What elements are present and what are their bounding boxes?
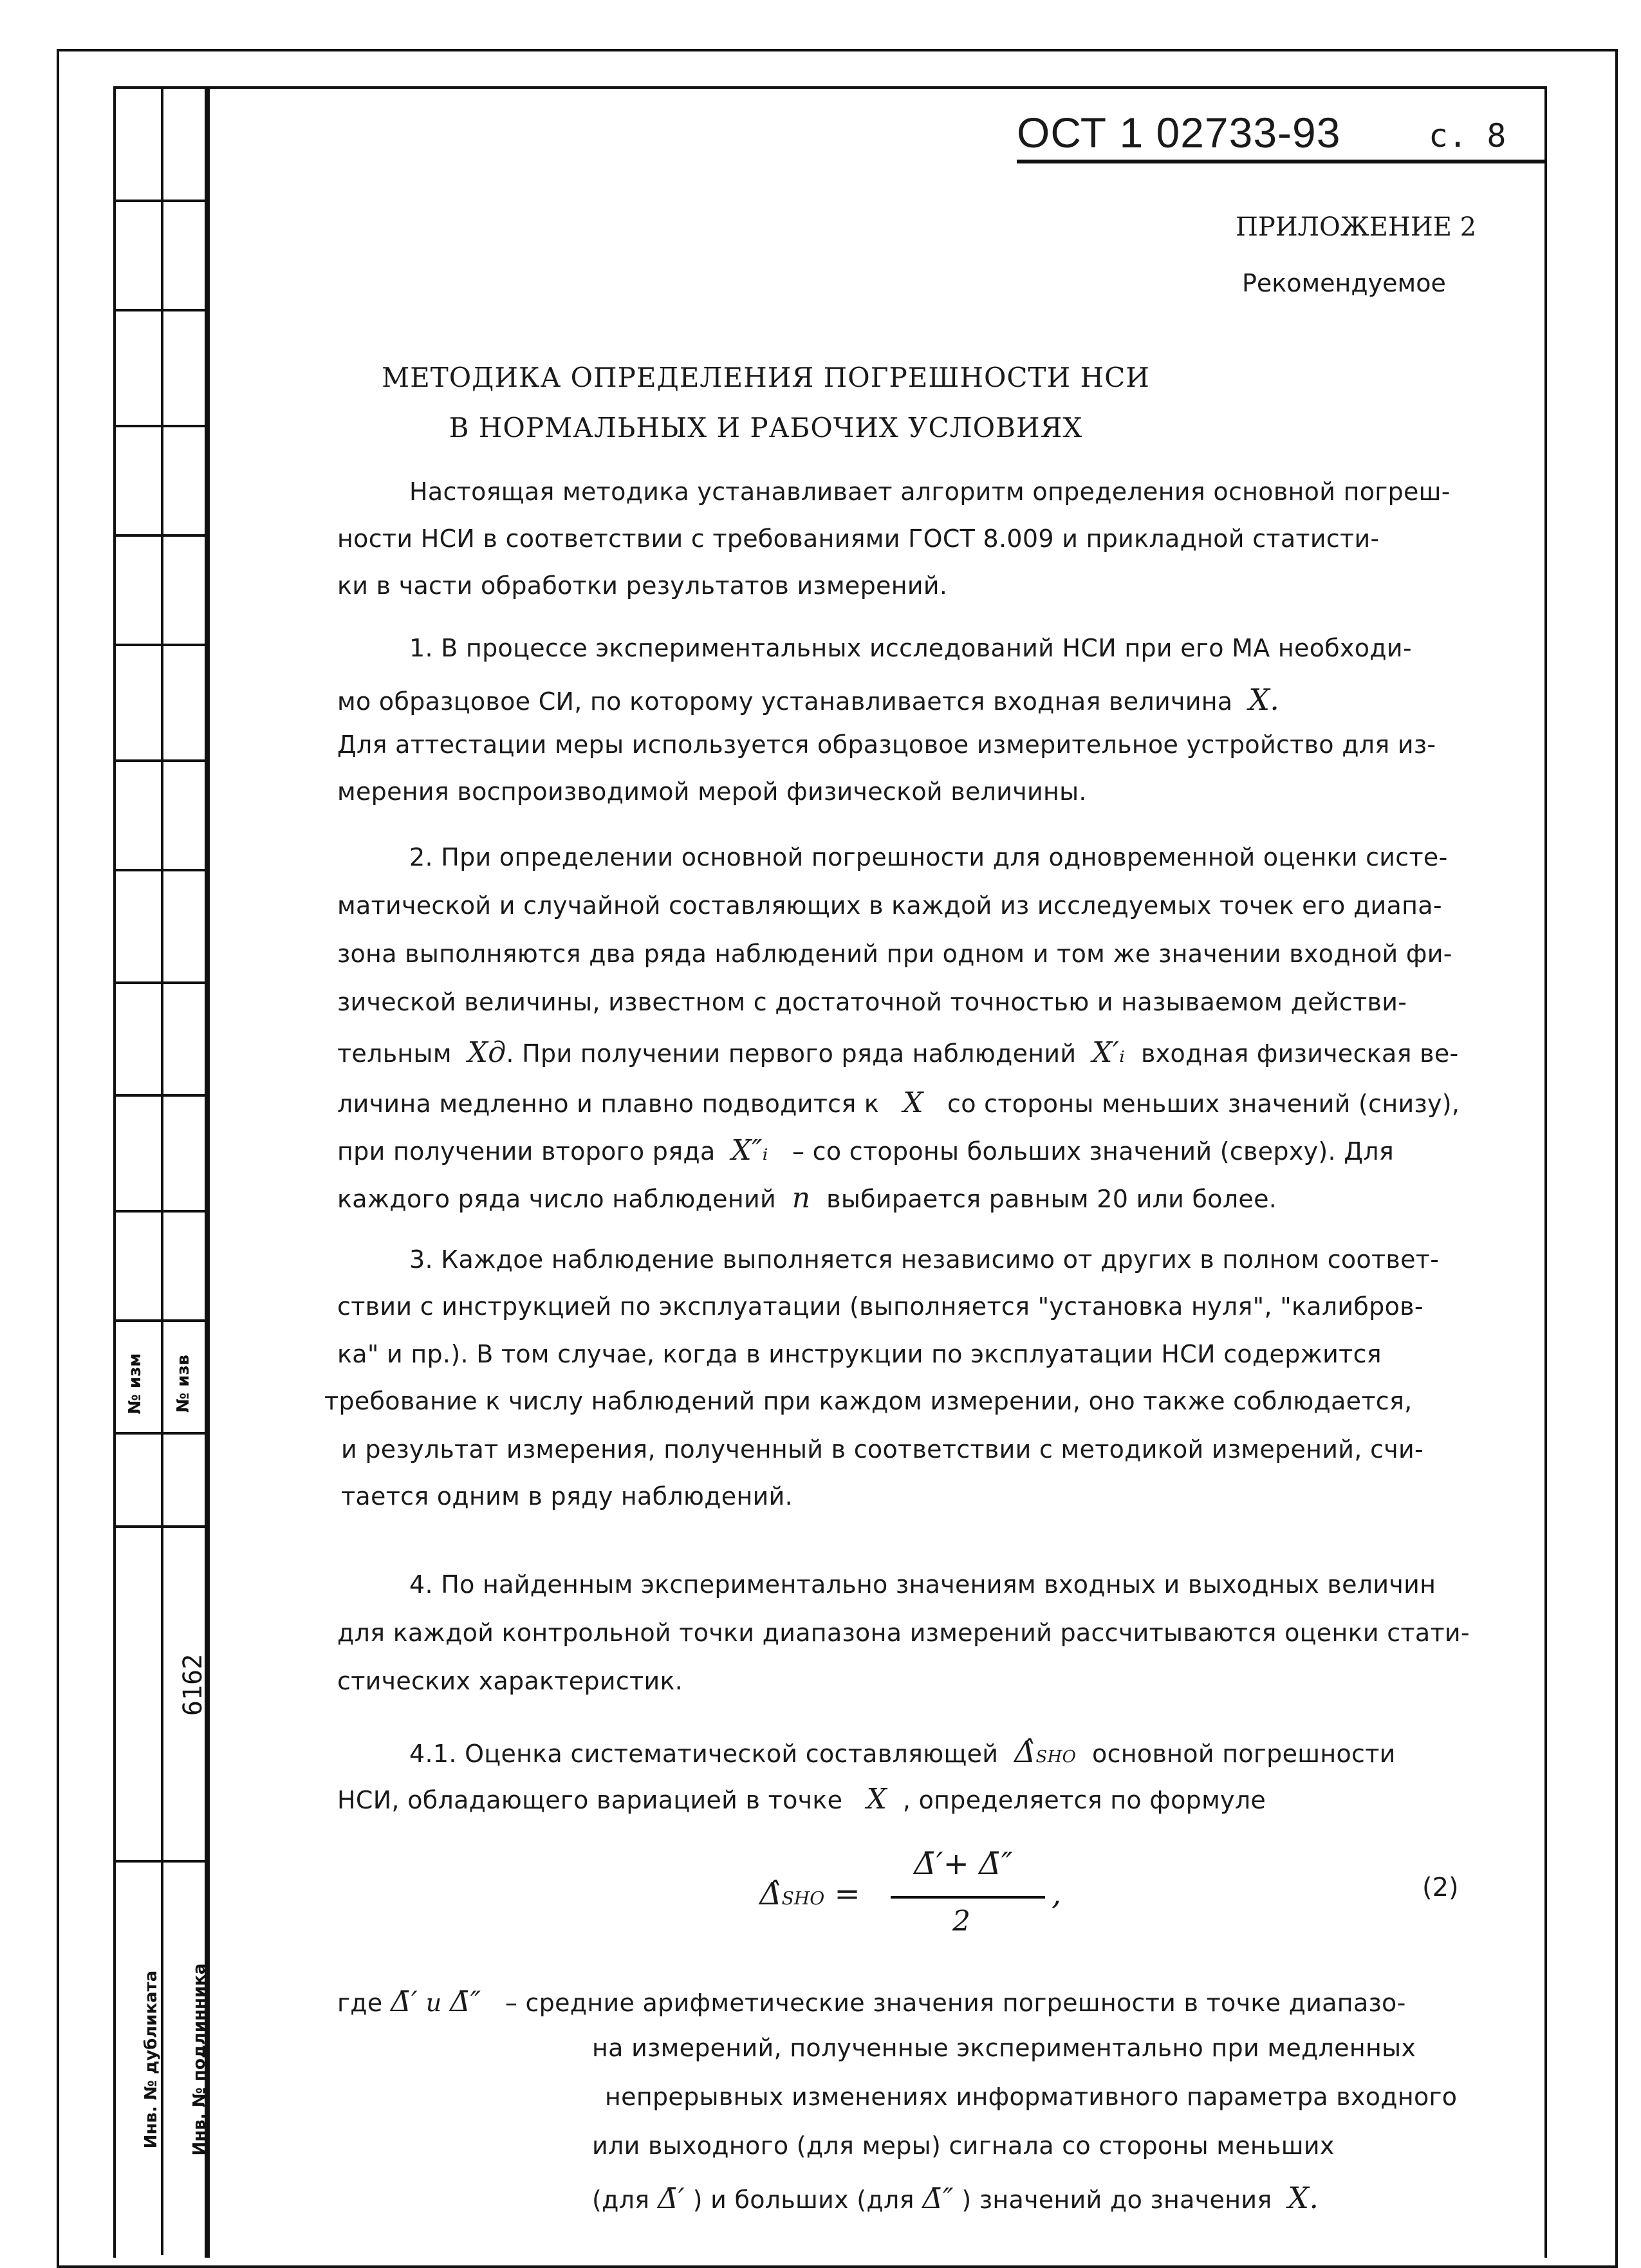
formula-trailing-comma: , — [1052, 1876, 1062, 1912]
appendix-title: ПРИЛОЖЕНИЕ 2 — [1236, 212, 1477, 242]
text-line: 2. При определении основной погрешности для одновременной оценки систе- — [409, 843, 1448, 871]
text-line: стических характеристик. — [337, 1667, 683, 1695]
symbol-delta-sho: Δ̂SHO — [1014, 1734, 1077, 1769]
text-line: ности НСИ в соответствии с требованиями ГОСТ 8.009 и прикладной статисти- — [337, 525, 1380, 553]
text-line: зона выполняются два ряда наблюдений при одном и том же значении входной фи- — [337, 940, 1452, 968]
text-line: Настоящая методика устанавливает алгоритм определения основной погреш- — [409, 478, 1451, 506]
text-line: требование к числу наблюдений при каждом измерении, оно также соблюдается, — [324, 1387, 1413, 1415]
symbol-x-i-prime: X′ᵢ — [1092, 1036, 1126, 1069]
text-line: 4. По найденным экспериментально значениям входных и выходных величин — [409, 1570, 1436, 1599]
formula-fraction-bar — [891, 1896, 1045, 1899]
text-line: или выходного (для меры) сигнала со стороны меньших — [592, 2132, 1335, 2160]
equation-number: (2) — [1422, 1873, 1459, 1902]
text-line: при получении второго ряда X″ᵢ – со стороны больших значений (сверху). Для — [337, 1134, 1395, 1167]
text-line: тается одним в ряду наблюдений. — [341, 1482, 793, 1510]
header-underline — [1017, 160, 1544, 163]
text-line: для каждой контрольной точки диапазона измерений рассчитываются оценки стати- — [337, 1619, 1470, 1647]
text-line: и результат измерения, полученный в соответствии с методикой измерений, счи- — [341, 1435, 1424, 1464]
text-line: матической и случайной составляющих в каждой из исследуемых точек его диапа- — [337, 891, 1442, 920]
symbol-x: X. — [1288, 2180, 1319, 2215]
page-prefix: с. — [1429, 117, 1468, 154]
text-line: Для аттестации меры используется образцовое измерительное устройство для из- — [337, 730, 1436, 759]
symbol-n: n — [792, 1182, 811, 1214]
symbol-x: X — [903, 1086, 923, 1119]
symbol-x-d: Xд — [467, 1036, 506, 1069]
symbol-x: X. — [1248, 682, 1280, 717]
page-number — [1429, 117, 1506, 154]
margin-izm-label: № изм — [125, 1353, 145, 1415]
symbol-delta-dprime: Δ̄″ — [922, 2182, 954, 2215]
text-line: личина медленно и плавно подводится к X со стороны меньших значений (снизу), — [337, 1086, 1460, 1119]
text-line: где Δ̄′ и Δ̄″ – средние арифметические значения погрешности в точке диапазо- — [337, 1985, 1406, 2018]
inventory-number: 6162 — [178, 1653, 208, 1716]
document-code: ОСТ 1 02733-93 — [1017, 109, 1341, 156]
text-line: мо образцовое СИ, по которому устанавливается входная величина X. — [337, 682, 1280, 717]
text-line: мерения воспроизводимой мерой физической величины. — [337, 777, 1087, 806]
text-line: 4.1. Оценка систематической составляющей Δ̂SHO основной погрешности — [409, 1734, 1396, 1769]
symbol-delta-dprime: Δ̄″ — [449, 1985, 481, 2018]
symbol-delta-prime: Δ̄′ — [390, 1985, 418, 2018]
text-line: тельным Xд. При получении первого ряда наблюдений X′ᵢ входная физическая ве- — [337, 1036, 1459, 1069]
heading-line-2: В НОРМАЛЬНЫХ И РАБОЧИХ УСЛОВИЯХ — [449, 412, 1083, 443]
formula-lhs: Δ̂SHO = — [759, 1876, 860, 1912]
margin-izv-label: № изв — [174, 1354, 193, 1413]
text-line: на измерений, полученные экспериментально при медленных — [592, 2034, 1416, 2062]
symbol-x-i-dprime: X″ᵢ — [731, 1134, 768, 1167]
margin-inv-dubl-label: Инв. № дубликата — [142, 1970, 161, 2149]
margin-inv-podl-label: Инв. № подлинника — [190, 1963, 209, 2156]
text-line: зической величины, известном с достаточной точностью и называемом действи- — [337, 988, 1407, 1016]
text-line: 3. Каждое наблюдение выполняется независимо от других в полном соответ- — [409, 1245, 1440, 1274]
heading-line-1: МЕТОДИКА ОПРЕДЕЛЕНИЯ ПОГРЕШНОСТИ НСИ — [382, 362, 1150, 393]
text-line: (для Δ̄′ ) и больших (для Δ̄″ ) значений до значения X. — [592, 2180, 1319, 2215]
text-line: ствии с инструкцией по эксплуатации (выполняется "установка нуля", "калибров- — [337, 1292, 1423, 1321]
text-line: непрерывных изменениях информативного параметра входного — [605, 2083, 1458, 2111]
text-line: НСИ, обладающего вариацией в точке X , определяется по формуле — [337, 1783, 1266, 1816]
formula-numerator: Δ̄′+ Δ̄″ — [914, 1846, 1013, 1882]
appendix-status: Рекомендуемое — [1242, 269, 1446, 297]
text-line: ка" и пр.). В том случае, когда в инструкции по эксплуатации НСИ содержится — [337, 1340, 1382, 1368]
symbol-delta-prime: Δ̄′ — [657, 2182, 685, 2215]
text-line: 1. В процессе экспериментальных исследований НСИ при его МА необходи- — [409, 634, 1412, 662]
text-line: ки в части обработки результатов измерений. — [337, 572, 948, 600]
symbol-x: X — [866, 1783, 887, 1816]
page-num: 8 — [1487, 117, 1507, 154]
text-line: каждого ряда число наблюдений n выбирается равным 20 или более. — [337, 1182, 1277, 1214]
formula-denominator: 2 — [952, 1905, 970, 1938]
